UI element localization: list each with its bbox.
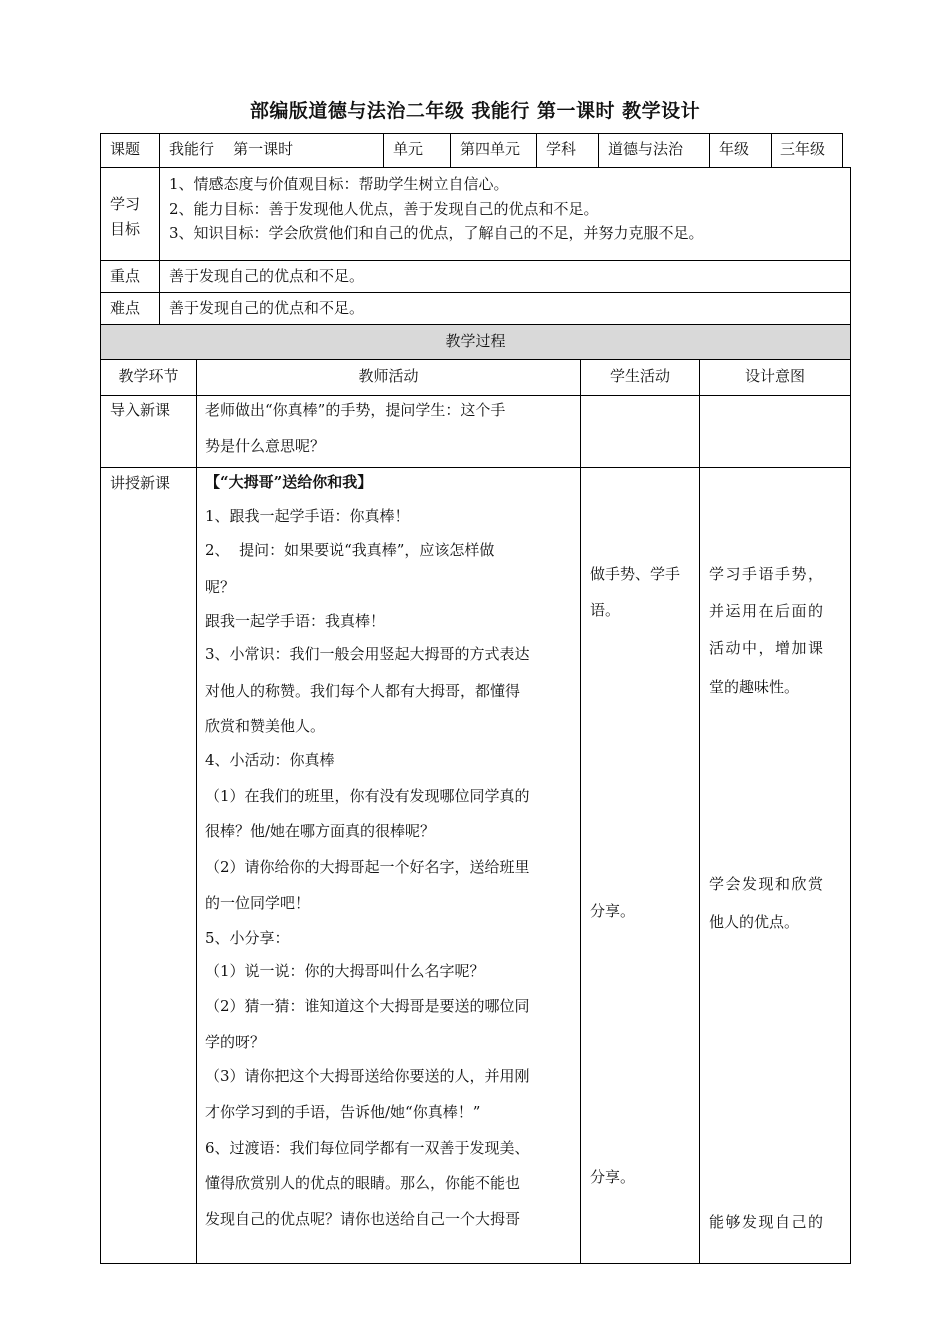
document-title: 部编版道德与法治二年级 我能行 第一课时 教学设计 xyxy=(249,100,701,122)
teacher-line: （3）请你把这个大拇哥送给你要送的人，并用刚 xyxy=(205,1067,530,1085)
teacher-line: 对他人的称赞。我们每个人都有大拇哥，都懂得 xyxy=(205,682,521,700)
teacher-line: （2）猜一猜：谁知道这个大拇哥是要送的哪位同 xyxy=(205,997,530,1015)
objective-item: 3、知识目标：学会欣赏他们和自己的优点，了解自己的不足，并努力克服不足。 xyxy=(169,224,704,242)
student-line: 语。 xyxy=(590,601,621,619)
column-header-teacher: 教师活动 xyxy=(358,367,419,385)
intro-teacher-line: 老师做出“你真棒”的手势，提问学生：这个手 xyxy=(205,401,506,419)
teacher-line: 1、跟我一起学手语：你真棒！ xyxy=(205,507,410,525)
subject-value: 道德与法治 xyxy=(608,140,684,158)
student-line: 分享。 xyxy=(590,902,636,920)
teacher-line: 学的呀？ xyxy=(205,1033,266,1051)
student-line: 分享。 xyxy=(590,1168,636,1186)
subject-label: 学科 xyxy=(546,140,577,158)
teacher-line: （2）请你给你的大拇哥起一个好名字，送给班里 xyxy=(205,858,530,876)
intent-line: 堂的趣味性。 xyxy=(709,678,800,696)
teacher-line: 发现自己的优点呢？请你也送给自己一个大拇哥 xyxy=(205,1210,521,1228)
intent-line: 学会发现和欣赏 xyxy=(709,875,825,893)
teacher-line: （1）说一说：你的大拇哥叫什么名字呢？ xyxy=(205,962,485,980)
teacher-line: 跟我一起学手语：我真棒！ xyxy=(205,612,386,630)
topic-label: 课题 xyxy=(110,140,141,158)
objective-item: 1、情感态度与价值观目标：帮助学生树立自信心。 xyxy=(169,175,509,193)
intent-line: 并运用在后面的 xyxy=(709,602,825,620)
intent-line: 他人的优点。 xyxy=(709,913,800,931)
key-point-value: 善于发现自己的优点和不足。 xyxy=(169,267,365,285)
lecture-stage: 讲授新课 xyxy=(110,474,171,492)
difficulty-value: 善于发现自己的优点和不足。 xyxy=(169,299,365,317)
teacher-line: 欣赏和赞美他人。 xyxy=(205,717,326,735)
grade-value: 三年级 xyxy=(780,140,826,158)
objectives-label-line1: 学习 xyxy=(110,195,141,213)
teacher-line: （1）在我们的班里，你有没有发现哪位同学真的 xyxy=(205,787,530,805)
teacher-line: 的一位同学吧！ xyxy=(205,894,311,912)
teacher-line: 5、小分享： xyxy=(205,929,290,947)
intent-line: 活动中，增加课 xyxy=(709,639,825,657)
objective-item: 2、能力目标：善于发现他人优点，善于发现自己的优点和不足。 xyxy=(169,200,599,218)
teacher-line: 呢？ xyxy=(205,578,236,596)
difficulty-label: 难点 xyxy=(110,299,141,317)
unit-label: 单元 xyxy=(393,140,424,158)
student-line: 做手势、学手 xyxy=(590,565,681,583)
column-header-student: 学生活动 xyxy=(609,367,670,385)
intent-line: 学习手语手势， xyxy=(709,565,825,583)
teacher-line: 6、过渡语：我们每位同学都有一双善于发现美、 xyxy=(205,1139,530,1157)
column-header-intent: 设计意图 xyxy=(744,367,805,385)
teacher-line: 很棒？他/她在哪方面真的很棒呢？ xyxy=(205,822,436,840)
teacher-line: 4、小活动：你真棒 xyxy=(205,751,335,769)
teacher-line: 才你学习到的手语，告诉他/她“你真棒！” xyxy=(205,1103,481,1121)
objectives-label-line2: 目标 xyxy=(110,220,141,238)
column-header-stage: 教学环节 xyxy=(118,367,179,385)
process-heading: 教学过程 xyxy=(445,332,506,350)
unit-value: 第四单元 xyxy=(460,140,521,158)
topic-value: 我能行 第一课时 xyxy=(169,140,294,158)
intro-teacher-line: 势是什么意思呢？ xyxy=(205,437,326,455)
intent-line: 能够发现自己的 xyxy=(709,1213,825,1231)
teacher-line: 懂得欣赏别人的优点的眼睛。那么，你能不能也 xyxy=(205,1174,521,1192)
teacher-line: 【“大拇哥”送给你和我】 xyxy=(205,473,373,491)
intro-stage: 导入新课 xyxy=(110,401,171,419)
grade-label: 年级 xyxy=(719,140,750,158)
teacher-line: 3、小常识：我们一般会用竖起大拇哥的方式表达 xyxy=(205,645,530,663)
teacher-line: 2、 提问：如果要说“我真棒”，应该怎样做 xyxy=(205,541,495,559)
key-point-label: 重点 xyxy=(110,267,141,285)
